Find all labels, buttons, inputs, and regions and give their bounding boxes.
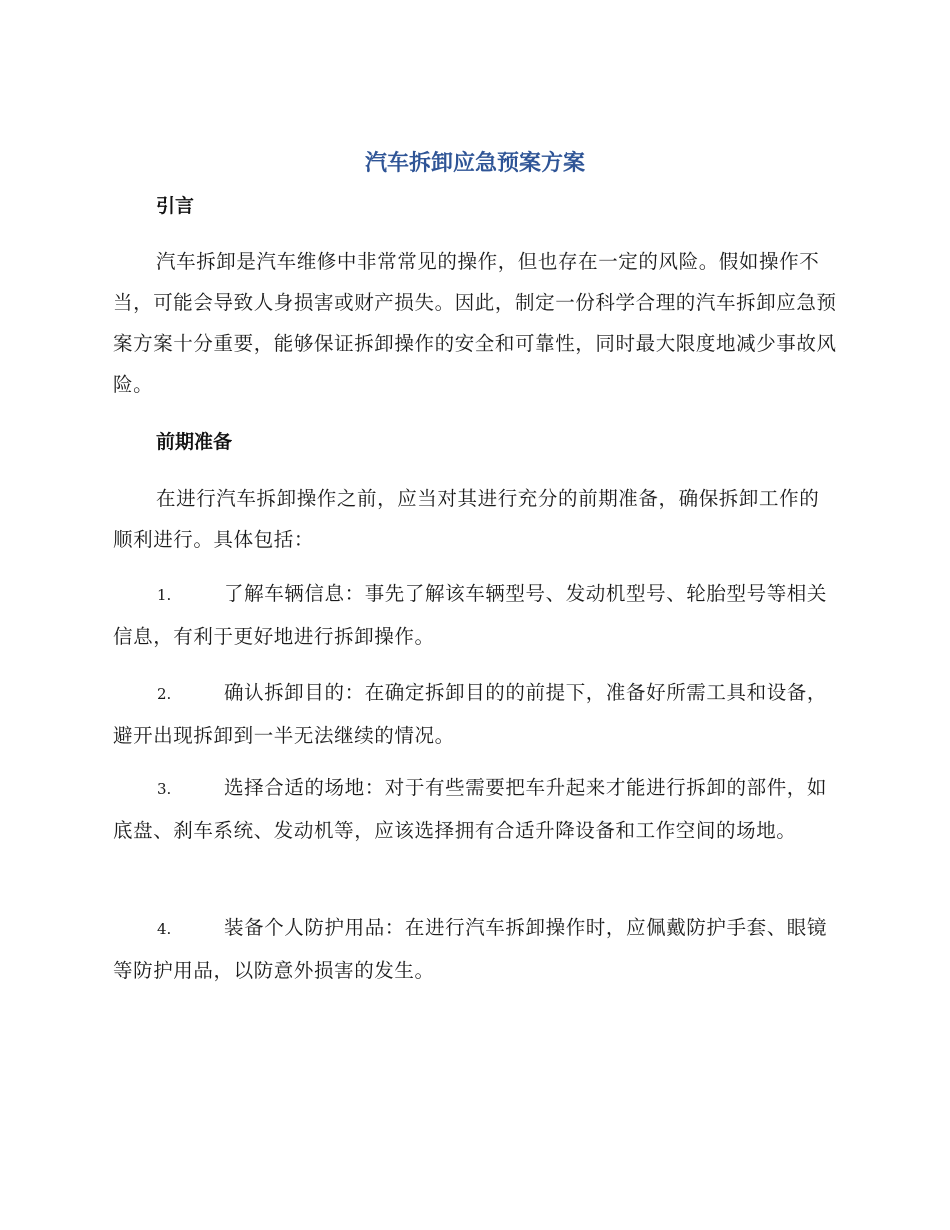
section-heading-preparation: 前期准备 <box>156 431 233 453</box>
document-title: 汽车拆卸应急预案方案 <box>364 151 585 176</box>
list-item <box>113 573 837 657</box>
preparation-paragraph: 在进行汽车拆卸操作之前，应当对其进行充分的前期准备，确保拆卸工作的顺利进行。具体包括： <box>113 487 820 551</box>
list-item-text: 装备个人防护用品：在进行汽车拆卸操作时，应佩戴防护手套、眼镜等防护用品，以防意外损害的发生。 <box>113 916 828 982</box>
list-number: 4. <box>157 920 172 938</box>
section-heading-introduction: 引言 <box>156 195 195 217</box>
list-number: 3. <box>157 780 172 798</box>
list-item <box>113 672 837 756</box>
list-item-text: 确认拆卸目的：在确定拆卸目的的前提下，准备好所需工具和设备，避开出现拆卸到一半无法继续的情况。 <box>113 681 828 747</box>
list-item-text: 选择合适的场地：对于有些需要把车升起来才能进行拆卸的部件，如底盘、刹车系统、发动机等，应该选择拥有合适升降设备和工作空间的场地。 <box>113 776 828 842</box>
list-number: 1. <box>157 586 172 604</box>
list-item <box>113 767 837 851</box>
list-item-text: 了解车辆信息：事先了解该车辆型号、发动机型号、轮胎型号等相关信息，有利于更好地进行拆卸操作。 <box>113 582 828 648</box>
list-item <box>113 907 837 991</box>
introduction-paragraph: 汽车拆卸是汽车维修中非常常见的操作，但也存在一定的风险。假如操作不当，可能会导致人身损害或财产损失。因此，制定一份科学合理的汽车拆卸应急预案方案十分重要，能够保证拆卸操作的安全和可靠性，同时最大限度地减少事故风险。 <box>113 250 837 396</box>
list-number: 2. <box>157 685 172 703</box>
